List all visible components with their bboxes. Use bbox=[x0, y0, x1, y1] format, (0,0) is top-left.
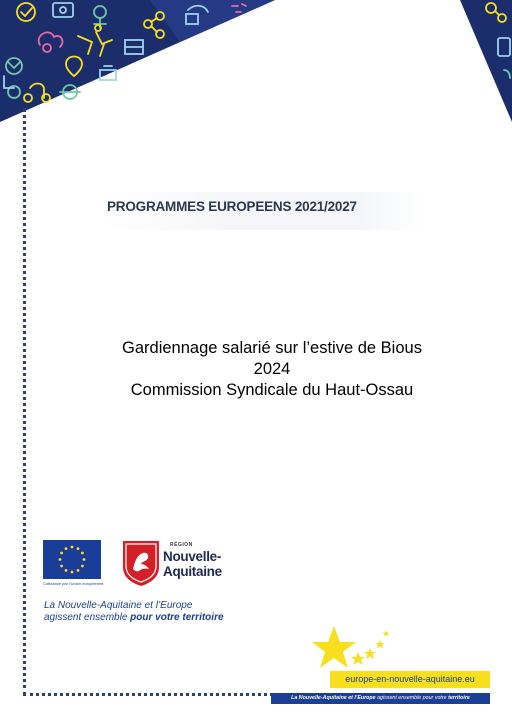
tagline-line-1: La Nouvelle-Aquitaine et l’Europe bbox=[44, 600, 193, 611]
subject-line-organization: Commission Syndicale du Haut-Ossau bbox=[130, 381, 414, 399]
region-name bbox=[163, 549, 222, 579]
slogan-regular: agissent ensemble pour votre bbox=[377, 695, 447, 701]
program-title: PROGRAMMES EUROPEENS 2021/2027 bbox=[107, 199, 357, 214]
website-badge: europe-en-nouvelle-aquitaine.eu bbox=[330, 671, 490, 688]
decorative-banner-top-left bbox=[0, 0, 280, 125]
region-label: RÉGION bbox=[170, 542, 193, 548]
subject-line-year: 2024 bbox=[253, 360, 291, 378]
subject-line-title: Gardiennage salarié sur l’estive de Bious bbox=[122, 339, 422, 357]
region-name-line-2: Aquitaine bbox=[163, 564, 222, 579]
tagline-regular: agissent ensemble bbox=[44, 612, 128, 623]
tagline-bold: pour votre territoire bbox=[130, 612, 224, 623]
eu-caption: Cofinancé par l'Union européenne bbox=[43, 581, 104, 586]
eu-stars-icon bbox=[43, 540, 101, 579]
slogan-end: territoire bbox=[448, 695, 470, 701]
slogan-bold: La Nouvelle-Aquitaine et l’Europe bbox=[291, 695, 376, 701]
decorative-banner-top-right bbox=[460, 0, 512, 125]
stars-icon bbox=[306, 622, 401, 674]
footer-slogan-bar bbox=[271, 693, 490, 704]
tagline bbox=[44, 600, 224, 624]
region-shield-icon bbox=[121, 539, 161, 587]
tagline-line-2 bbox=[44, 612, 224, 624]
region-name-line-1: Nouvelle- bbox=[163, 549, 222, 564]
dotted-frame-left bbox=[23, 108, 26, 696]
eu-flag-logo bbox=[43, 540, 101, 579]
document-subject bbox=[24, 338, 512, 401]
